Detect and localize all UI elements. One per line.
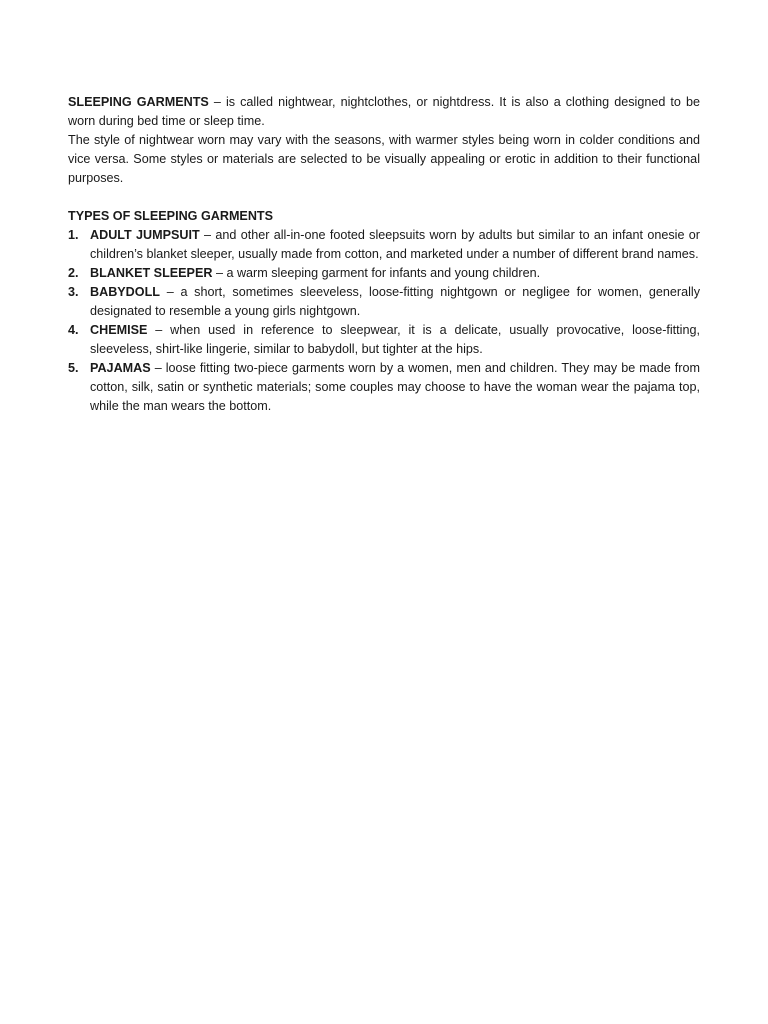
list-item-term: ADULT JUMPSUIT: [90, 228, 200, 242]
list-item: [68, 264, 700, 283]
list-item-text: – a short, sometimes sleeveless, loose-fitting nightgown or negligee for women, generally designated to resemble a young girls nightgown.: [90, 285, 700, 318]
list-item-text: – loose fitting two-piece garments worn by a women, men and children. They may be made from cotton, silk, satin or synthetic materials; some couples may choose to have the woman wear the pajama top, while the man wears the bottom.: [90, 361, 700, 413]
list-item-number: 2.: [68, 266, 79, 280]
paragraph-spacer: [68, 188, 700, 207]
list-item: [68, 359, 700, 416]
list-item-term: BABYDOLL: [90, 285, 160, 299]
list-item-text: – a warm sleeping garment for infants and young children.: [212, 266, 541, 280]
list-item-number: 1.: [68, 228, 79, 242]
types-heading: TYPES OF SLEEPING GARMENTS: [68, 209, 274, 223]
types-list: [68, 226, 700, 416]
list-item: [68, 321, 700, 359]
list-item: [68, 226, 700, 264]
list-item-number: 4.: [68, 323, 79, 337]
intro-paragraph-2: The style of nightwear worn may vary with the seasons, with warmer styles being worn in colder conditions and vice versa. Some styles or materials are selected to be visually appealing or erotic in addition to their functional purposes.: [68, 133, 700, 185]
list-item-text: – and other all-in-one footed sleepsuits worn by adults but similar to an infant onesie or children’s blanket sleeper, usually made from cotton, and marketed under a number of different brand names.: [90, 228, 700, 261]
intro-term: SLEEPING GARMENTS: [68, 95, 209, 109]
intro-definition: – is called nightwear, nightclothes, or nightdress. It is also a clothing designed to be worn during bed time or sleep time.: [68, 95, 701, 128]
list-item-term: PAJAMAS: [90, 361, 151, 375]
list-item-number: 3.: [68, 285, 79, 299]
list-item-term: BLANKET SLEEPER: [90, 266, 213, 280]
list-item-number: 5.: [68, 361, 79, 375]
list-item: [68, 283, 700, 321]
list-item-text: – when used in reference to sleepwear, it is a delicate, usually provocative, loose-fitting, sleeveless, shirt-like lingerie, similar to babydoll, but tighter at the hips.: [90, 323, 700, 356]
intro-paragraph: [68, 93, 700, 131]
list-item-term: CHEMISE: [90, 323, 148, 337]
document-page: [68, 93, 700, 416]
